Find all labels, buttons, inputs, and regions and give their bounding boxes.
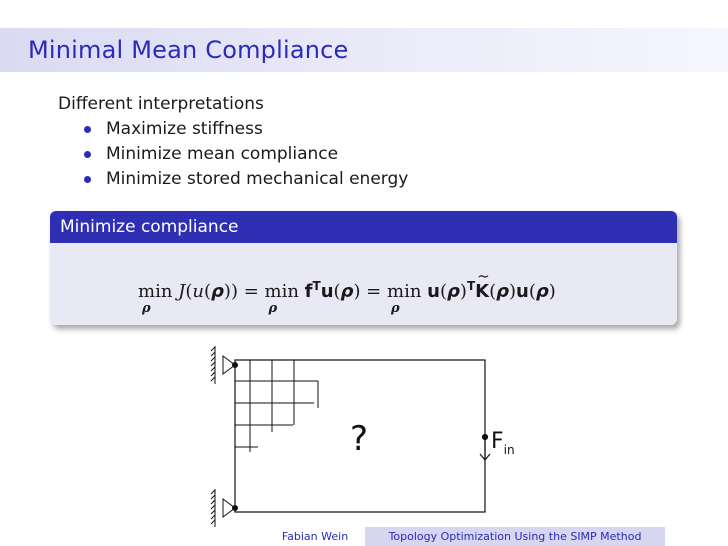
min-operator: min ρ	[387, 281, 422, 316]
intro-heading: Different interpretations	[58, 94, 264, 114]
compliance-formula: min ρ J(u(ρ)) = min ρ $f^Tu(\rho) = \min$ ρ $u(\rho)^T\sim$ K(ρ)u(ρ)	[138, 279, 556, 302]
footer-author: Fabian Wein	[281, 530, 349, 543]
bullet-item: Minimize stored mechanical energy	[58, 167, 408, 192]
footer	[0, 527, 728, 546]
unknown-design-mark: ?	[350, 419, 369, 459]
top-support-icon	[211, 346, 238, 384]
slide-title: Minimal Mean Compliance	[28, 36, 349, 64]
min-operator: min ρ	[264, 281, 299, 316]
min-operator: min ρ	[138, 281, 173, 316]
force-arrow-icon	[480, 435, 490, 461]
bullet-item: Maximize stiffness	[58, 117, 408, 142]
bullet-item: Minimize mean compliance	[58, 142, 408, 167]
block-title: Minimize compliance	[50, 211, 677, 243]
bottom-support-icon	[211, 489, 238, 527]
footer-talk-title: Topology Optimization Using the SIMP Method	[365, 527, 665, 546]
force-label: $F_{in}$	[491, 429, 515, 457]
mesh-grid	[235, 360, 318, 452]
